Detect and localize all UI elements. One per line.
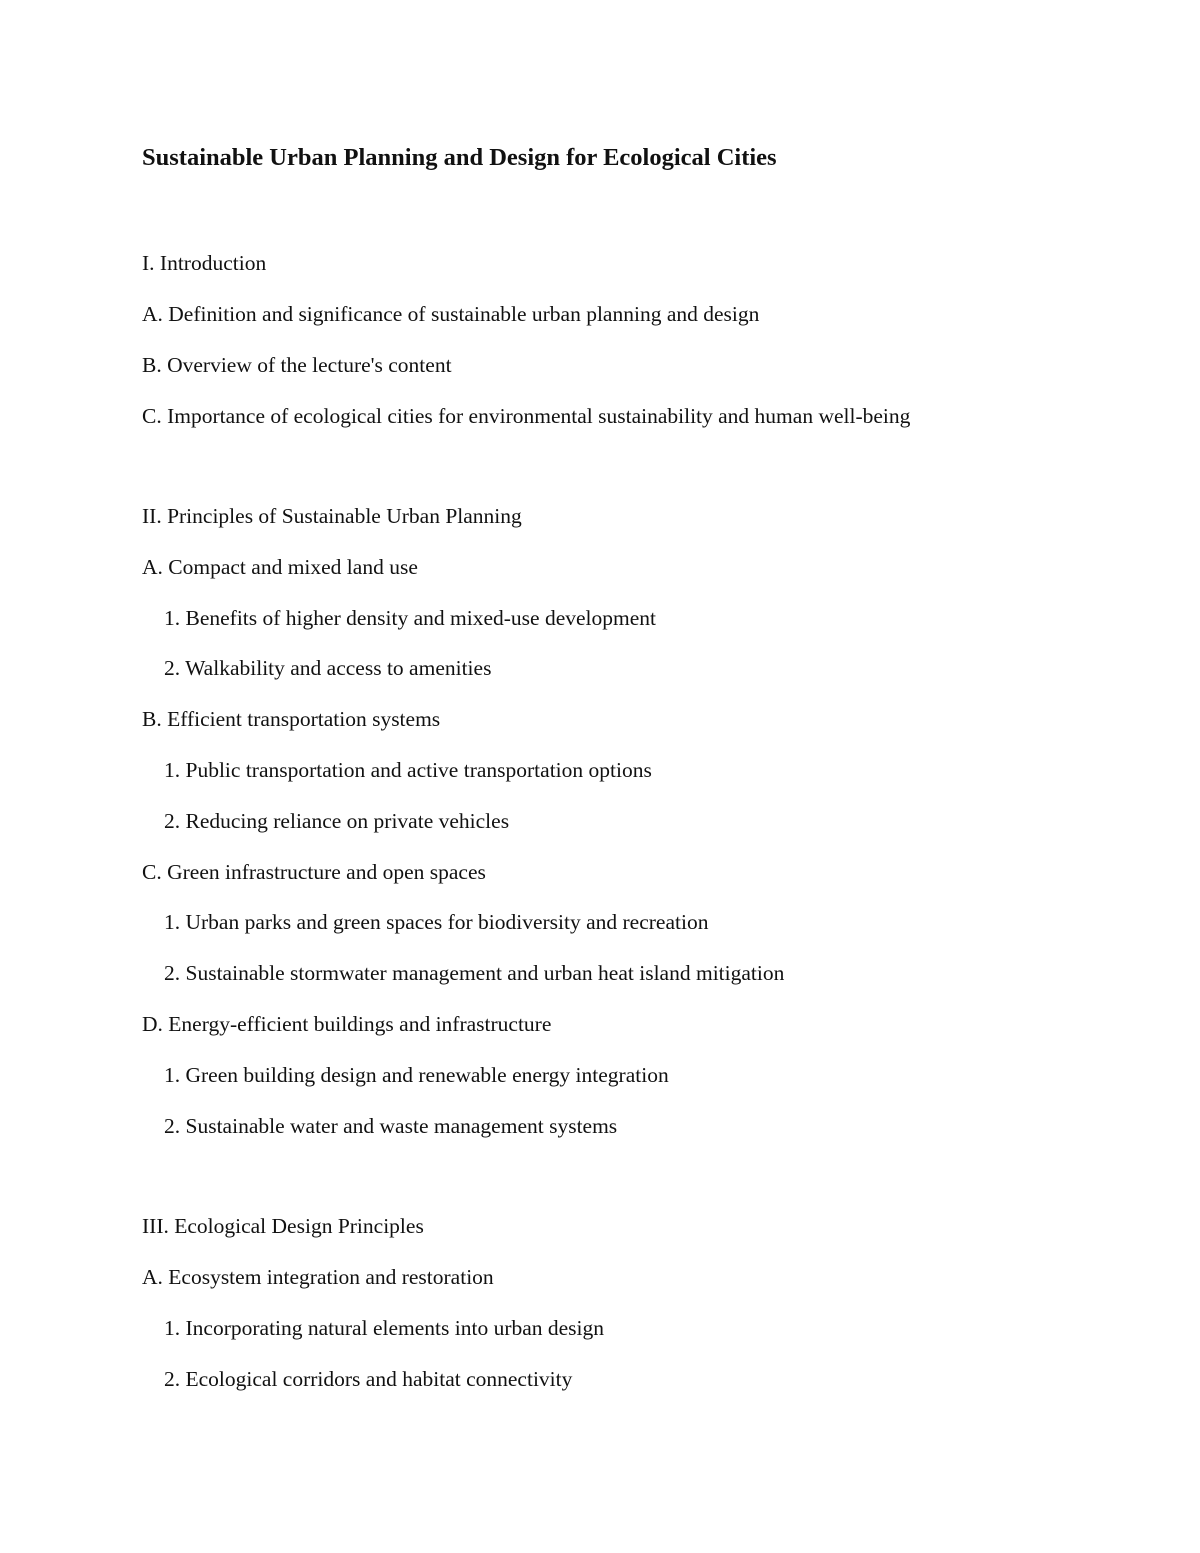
outline-item: B. Efficient transportation systems — [142, 707, 441, 731]
outline-subitem: 2. Walkability and access to amenities — [164, 656, 492, 680]
outline-item: C. Green infrastructure and open spaces — [142, 860, 486, 884]
outline-item: D. Energy-efficient buildings and infrastructure — [142, 1012, 552, 1036]
outline-subitem: 2. Sustainable water and waste management systems — [164, 1114, 618, 1138]
outline-subitem: 1. Incorporating natural elements into urban design — [164, 1316, 605, 1340]
section-heading: III. Ecological Design Principles — [142, 1214, 424, 1238]
outline-item: A. Ecosystem integration and restoration — [142, 1265, 494, 1289]
outline-item: B. Overview of the lecture's content — [142, 353, 452, 377]
outline-item: A. Compact and mixed land use — [142, 555, 418, 579]
outline-subitem: 2. Reducing reliance on private vehicles — [164, 809, 510, 833]
outline-item: C. Importance of ecological cities for environmental sustainability and human well-being — [142, 404, 911, 428]
outline-subitem: 2. Ecological corridors and habitat connectivity — [164, 1367, 573, 1391]
document-title: Sustainable Urban Planning and Design for Ecological Cities — [142, 144, 777, 171]
section-heading: I. Introduction — [142, 251, 267, 275]
section-heading: II. Principles of Sustainable Urban Planning — [142, 504, 522, 528]
outline-subitem: 1. Benefits of higher density and mixed-use development — [164, 606, 656, 630]
outline-subitem: 1. Green building design and renewable energy integration — [164, 1063, 669, 1087]
outline-item: A. Definition and significance of sustainable urban planning and design — [142, 302, 760, 326]
outline-subitem: 1. Urban parks and green spaces for biodiversity and recreation — [164, 910, 709, 934]
outline-subitem: 1. Public transportation and active transportation options — [164, 758, 652, 782]
outline-subitem: 2. Sustainable stormwater management and urban heat island mitigation — [164, 961, 785, 985]
